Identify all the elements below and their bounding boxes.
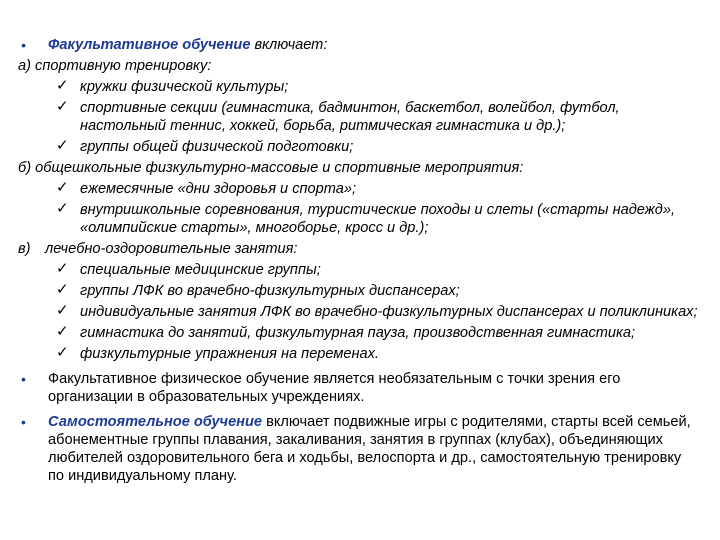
list-item-text: группы общей физической подготовки; — [80, 139, 354, 155]
paragraph-optional — [18, 370, 698, 406]
checkmark-icon: ✓ — [56, 77, 69, 94]
section-c-text: лечебно-оздоровительные занятия: — [45, 241, 298, 257]
paragraph-text: включает подвижные игры с родителями, старты всей семьей, абонементные группы плавания, закаливания, занятия в группах (клубах), объединяющих любителей оздоровительного бега и ходьбы, велоспорта и др., самостоятельную тренировку по индивидуальному плану. — [48, 414, 691, 484]
list-item-text: кружки физической культуры; — [80, 79, 289, 95]
checkmark-icon: ✓ — [56, 98, 69, 115]
list-item-text: спортивные секции (гимнастика, бадминтон, баскетбол, волейбол, футбол, настольный теннис, хоккей, борьба, ритмическая гимнастика и др.); — [80, 100, 620, 134]
checkmark-icon: ✓ — [56, 137, 69, 154]
checkmark-icon: ✓ — [56, 302, 69, 319]
list-item — [18, 303, 698, 321]
list-item-text: ежемесячные «дни здоровья и спорта»; — [80, 181, 357, 197]
list-item — [18, 261, 698, 279]
list-item — [18, 324, 698, 342]
list-item-text: физкультурные упражнения на переменах. — [80, 346, 379, 362]
bullet-icon: • — [21, 371, 26, 387]
bullet-icon: • — [21, 37, 26, 53]
paragraph-facultative — [18, 36, 698, 54]
section-c-title — [18, 240, 698, 258]
list-item — [18, 99, 698, 135]
checkmark-icon: ✓ — [56, 323, 69, 340]
list-item-text: индивидуальные занятия ЛФК во врачебно-физкультурных диспансерах и поликлиниках; — [80, 304, 698, 320]
list-item — [18, 201, 698, 237]
checkmark-icon: ✓ — [56, 260, 69, 277]
bullet-icon: • — [21, 414, 26, 430]
list-item — [18, 345, 698, 363]
list-item-text: группы ЛФК во врачебно-физкультурных диспансерах; — [80, 283, 460, 299]
slide-content — [18, 36, 698, 485]
list-item-text: гимнастика до занятий, физкультурная пауза, производственная гимнастика; — [80, 325, 636, 341]
section-c-letter: в) — [18, 241, 31, 257]
term-self-study: Самостоятельное обучение — [48, 414, 263, 430]
paragraph-self-study — [18, 413, 698, 485]
checkmark-icon: ✓ — [56, 200, 69, 217]
checkmark-icon: ✓ — [56, 281, 69, 298]
list-item-text: специальные медицинские группы; — [80, 262, 321, 278]
list-item — [18, 282, 698, 300]
section-b-title: б) общешкольные физкультурно-массовые и спортивные мероприятия: — [18, 160, 524, 176]
term-facultative: Факультативное обучение — [48, 37, 251, 53]
list-item-text: внутришкольные соревнования, туристические походы и слеты («старты надежд», «олимпийские старты», многоборье, кросс и др.); — [80, 202, 676, 236]
paragraph-text: включает: — [250, 37, 328, 53]
list-item — [18, 180, 698, 198]
checkmark-icon: ✓ — [56, 179, 69, 196]
paragraph-text: Факультативное физическое обучение является необязательным с точки зрения его организации в образовательных учреждениях. — [48, 371, 621, 405]
list-item — [18, 138, 698, 156]
checkmark-icon: ✓ — [56, 344, 69, 361]
section-a-title: а) спортивную тренировку: — [18, 58, 212, 74]
list-item — [18, 78, 698, 96]
